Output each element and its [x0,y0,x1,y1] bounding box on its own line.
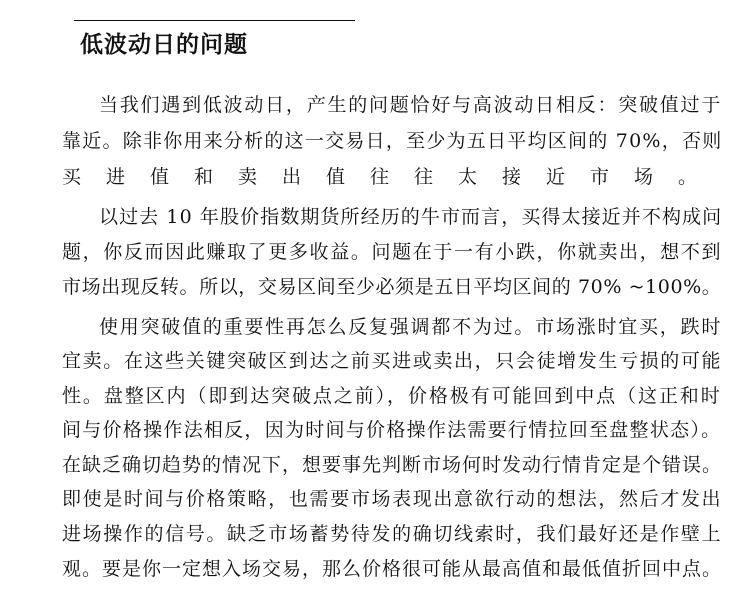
paragraph-line: 买进值和卖出值往往太接近市场。 [62,166,723,188]
paragraph-line: 观。要是你一定想入场交易，那么价格很可能从最高值和最低值折回中点。 [62,558,723,580]
paragraph-line: 以过去 10 年股价指数期货所经历的牛市而言，买得太接近并不构成问 [99,206,723,228]
paragraph-line: 当我们遇到低波动日，产生的问题恰好与高波动日相反：突破值过于 [99,94,723,116]
paragraph-line: 进场操作的信号。缺乏市场蓄势待发的确切线索时，我们最好还是作壁上 [62,523,723,545]
paragraph-line: 在缺乏确切趋势的情况下，想要事先判断市场何时发动行情肯定是个错误。 [62,454,723,476]
paragraph-line: 间与价格操作法相反，因为时间与价格操作法需要行情拉回至盘整状态）。 [62,419,722,441]
heading-rule [74,20,355,21]
paragraph-line: 市场出现反转。所以，交易区间至少必须是五日平均区间的 70% ~100%。 [62,276,722,298]
paragraph-line: 即使是时间与价格策略，也需要市场表现出意欲行动的想法，然后才发出 [62,488,723,510]
paragraph-line: 宜卖。在这些关键突破区到达之前买进或卖出，只会徒增发生亏损的可能 [62,350,723,372]
paragraph-line: 题，你反而因此赚取了更多收益。问题在于一有小跌，你就卖出，想不到 [62,241,723,263]
paragraph-line: 使用突破值的重要性再怎么反复强调都不为过。市场涨时宜买，跌时 [99,316,723,338]
paragraph-line: 性。盘整区内（即到达突破点之前），价格极有可能回到中点（这正和时 [62,385,722,407]
section-heading: 低波动日的问题 [80,32,248,58]
paragraph-line: 靠近。除非你用来分析的这一交易日，至少为五日平均区间的 70%，否则 [62,130,723,152]
